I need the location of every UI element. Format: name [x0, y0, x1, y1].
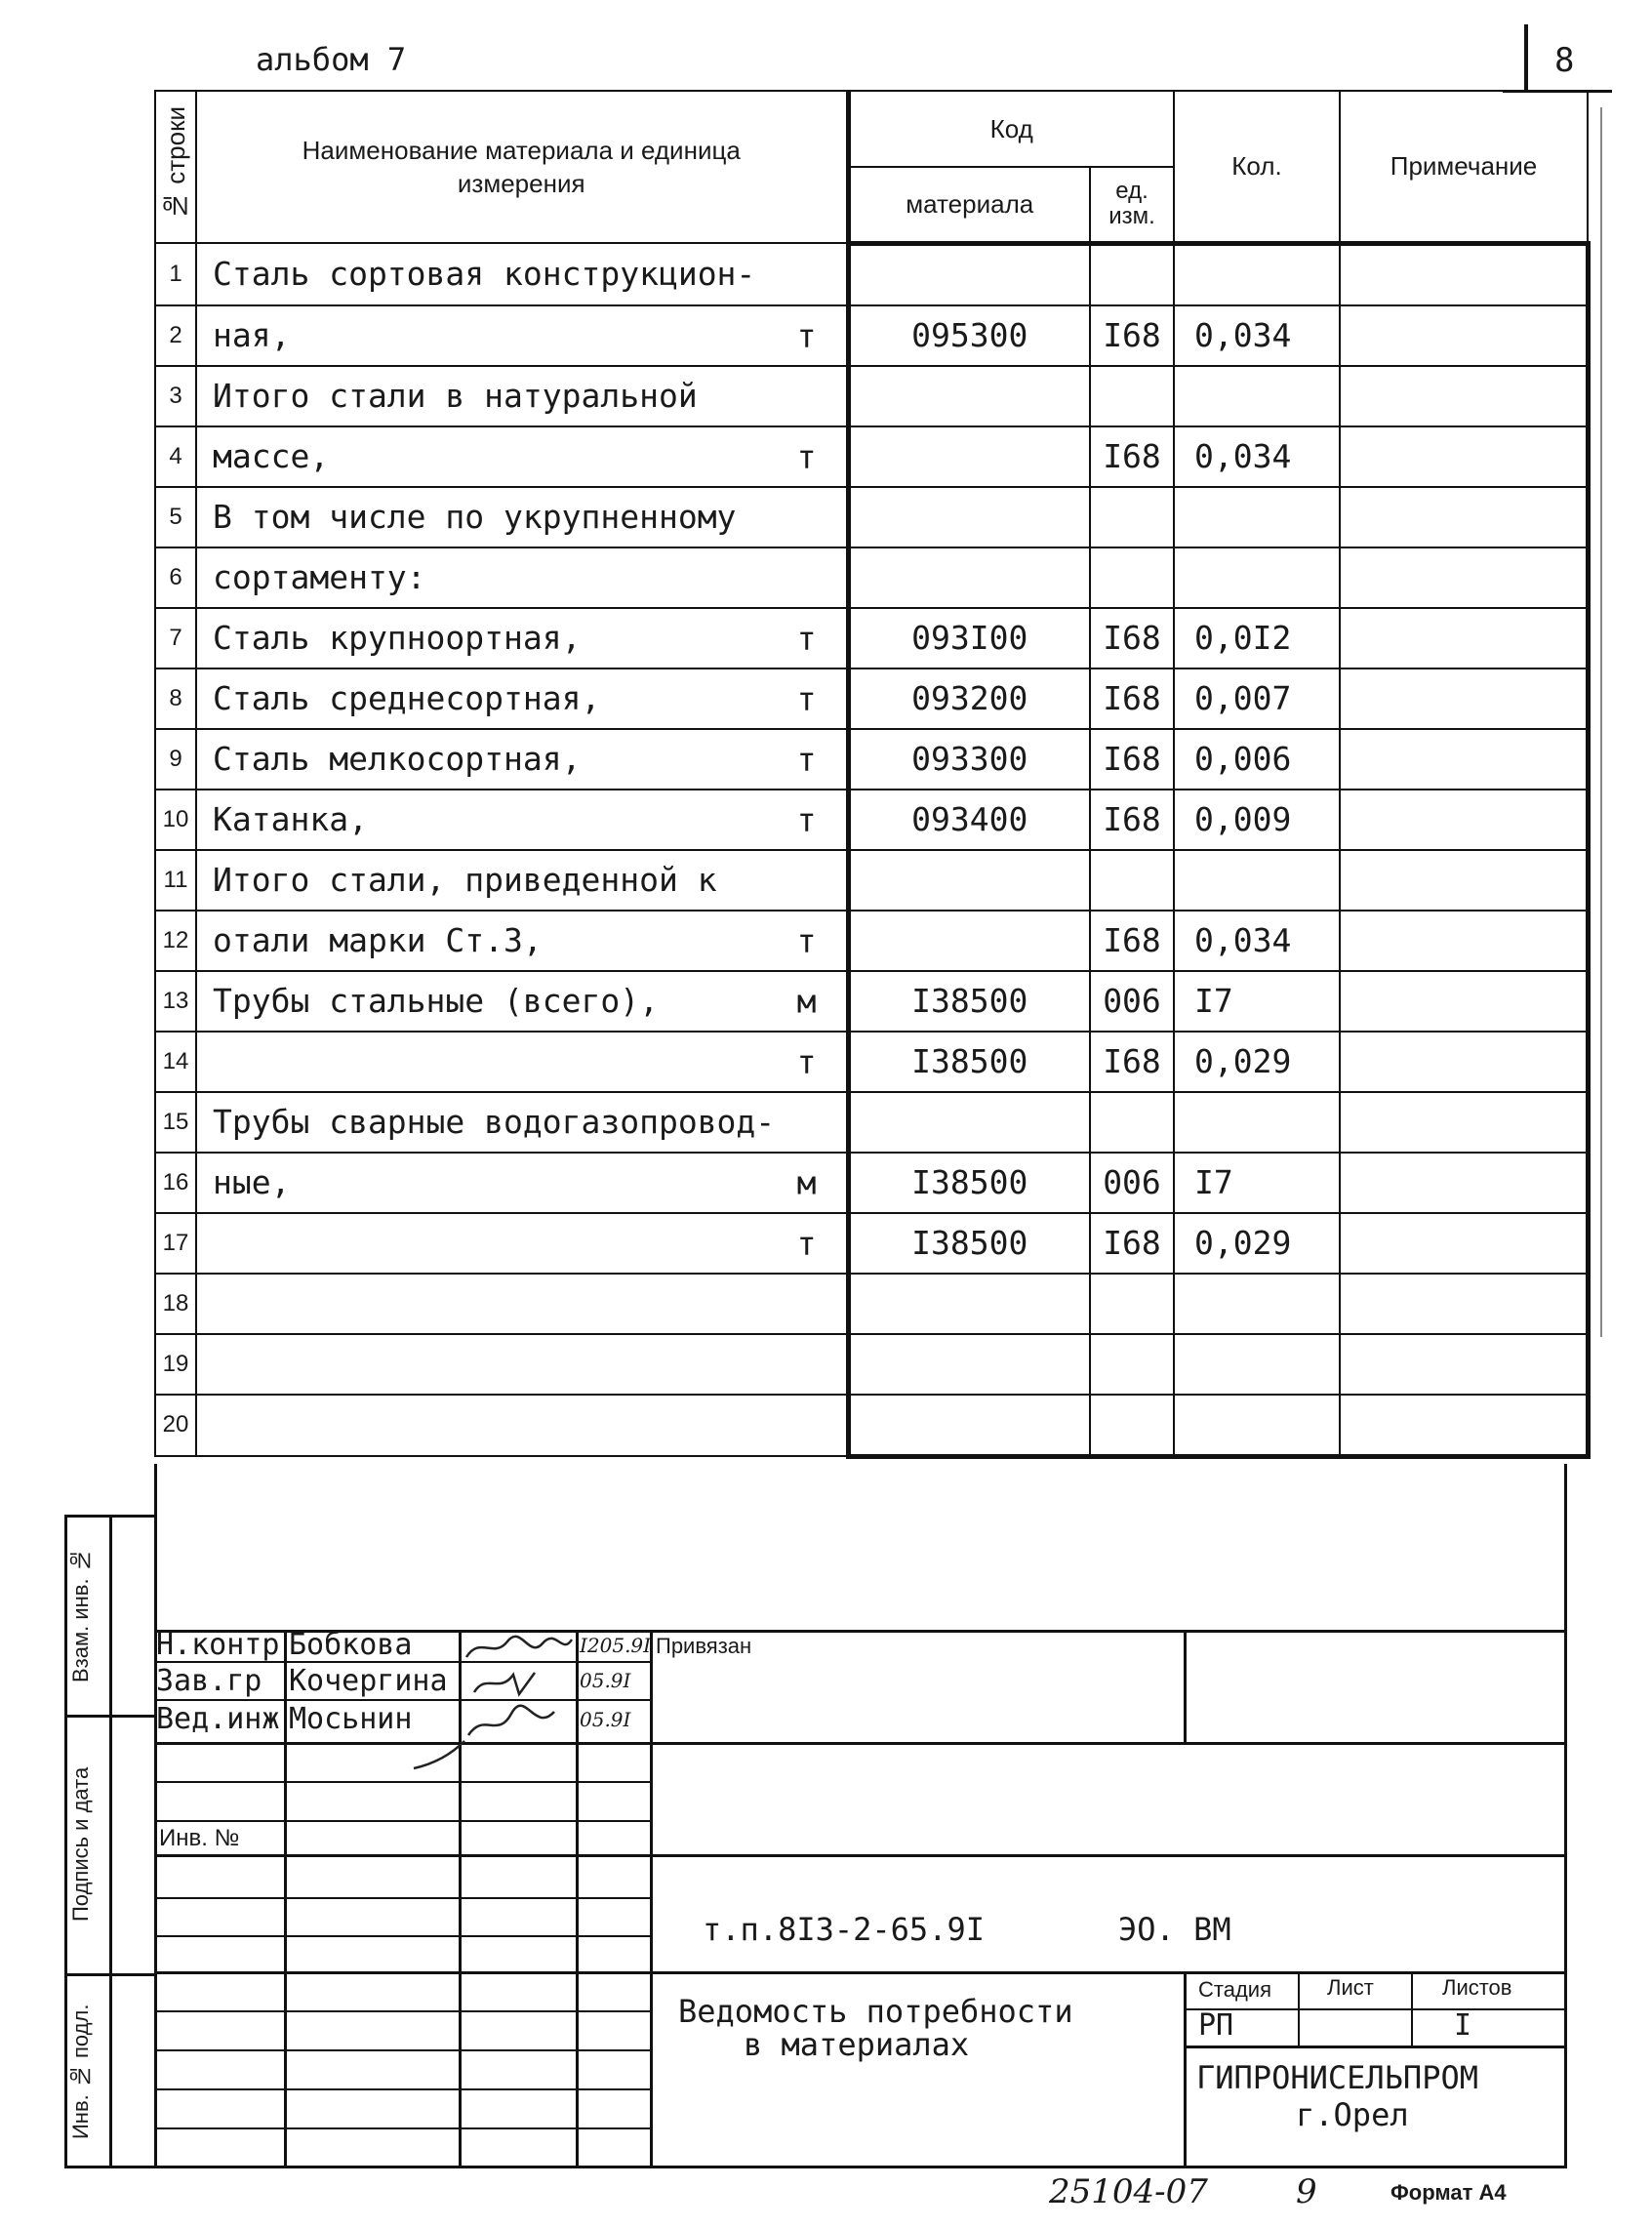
note-cell: [1340, 668, 1588, 729]
material-name-cell: [196, 911, 848, 971]
material-name: Катанка,: [213, 800, 368, 838]
material-name-cell: [196, 426, 848, 487]
material-name-cell: [196, 850, 848, 911]
unit-of-measure: т: [796, 800, 817, 838]
sig-date-3: 05.9I: [580, 1708, 631, 1731]
page-number-mark: [1524, 24, 1528, 93]
row-number: 15: [162, 1108, 189, 1135]
row-number: 11: [163, 866, 188, 893]
material-name-cell: [196, 971, 848, 1032]
sheets-value: I: [1454, 2008, 1472, 2043]
table-body: [155, 243, 1588, 1456]
note-cell: [1340, 487, 1588, 547]
unit-code: I68: [1103, 316, 1161, 354]
unit-code-cell: [1090, 366, 1174, 426]
row-number: 7: [169, 624, 182, 651]
table-row: [155, 305, 1588, 366]
material-code: 093I00: [911, 619, 1028, 657]
material-name: В том числе по укрупненному: [213, 498, 737, 536]
material-name-cell: [196, 1274, 848, 1334]
quantity: 0,009: [1194, 800, 1292, 838]
table-row: [155, 366, 1588, 426]
tb-line-4: [154, 1971, 1567, 1974]
material-code-cell: [848, 1153, 1090, 1213]
quantity: 0,034: [1194, 316, 1292, 354]
quantity-cell: [1174, 426, 1340, 487]
row-number-cell: [155, 426, 196, 487]
header-name-text: Наименование материала и единица измерения: [302, 136, 741, 198]
note-cell: [1340, 790, 1588, 850]
header-row-no-text: № строки: [161, 106, 190, 221]
row-number: 4: [169, 442, 182, 469]
quantity-cell: [1174, 1274, 1340, 1334]
material-name-cell: [196, 668, 848, 729]
material-name-cell: [196, 487, 848, 547]
material-code-cell: [848, 850, 1090, 911]
unit-of-measure: т: [796, 679, 817, 717]
material-name-cell: [196, 1213, 848, 1274]
unit-code-cell: [1090, 850, 1174, 911]
unit-code-cell: [1090, 608, 1174, 668]
format-label: Формат А4: [1390, 2180, 1507, 2205]
row-number-cell: [155, 1213, 196, 1274]
quantity-cell: [1174, 850, 1340, 911]
unit-code: I68: [1103, 437, 1161, 475]
row-number-cell: [155, 790, 196, 850]
sheet-label: Лист: [1327, 1975, 1374, 2000]
note-cell: [1340, 547, 1588, 608]
tb-col-sheets: [1411, 1971, 1413, 2047]
material-name-cell: [196, 1092, 848, 1153]
note-cell: [1340, 366, 1588, 426]
material-code-cell: [848, 366, 1090, 426]
material-code-cell: [848, 971, 1090, 1032]
unit-code-cell: [1090, 729, 1174, 790]
unit-code-cell: [1090, 1334, 1174, 1395]
unit-code-cell: [1090, 243, 1174, 305]
row-number: 18: [162, 1289, 189, 1317]
unit-code: I68: [1103, 740, 1161, 778]
unit-code-cell: [1090, 1395, 1174, 1457]
material-code-cell: [848, 305, 1090, 366]
row-number-cell: [155, 668, 196, 729]
unit-code: I68: [1103, 679, 1161, 717]
quantity: 0,034: [1194, 921, 1292, 959]
inventory-handwritten: 25104-07: [1049, 2172, 1208, 2211]
sig-role-3: Вед.инж: [156, 1702, 280, 1736]
unit-code-cell: [1090, 1153, 1174, 1213]
material-code: 093400: [911, 800, 1028, 838]
row-number: 3: [169, 382, 182, 409]
unit-of-measure: т: [796, 921, 817, 959]
row-number-cell: [155, 366, 196, 426]
scan-edge-line: [1600, 107, 1602, 1337]
row-number: 8: [169, 684, 182, 711]
row-number: 13: [162, 987, 189, 1014]
material-code-cell: [848, 547, 1090, 608]
row-number: 20: [162, 1411, 189, 1438]
row-number-cell: [155, 487, 196, 547]
material-code: 095300: [911, 316, 1028, 354]
note-cell: [1340, 1274, 1588, 1334]
note-cell: [1340, 971, 1588, 1032]
sig-role-1: Н.контр: [156, 1628, 280, 1662]
table-row: [155, 608, 1588, 668]
frame-left-edge: [154, 1464, 157, 2168]
table-row: [155, 790, 1588, 850]
quantity-cell: [1174, 305, 1340, 366]
material-name: Итого стали, приведенной к: [213, 861, 717, 899]
material-code-cell: [848, 243, 1090, 305]
row-number-cell: [155, 1153, 196, 1213]
row-number-cell: [155, 305, 196, 366]
material-name-cell: [196, 243, 848, 305]
side-strip-div2: [64, 1973, 156, 1976]
unit-code: I68: [1103, 800, 1161, 838]
inv-no-label: Инв. №: [159, 1825, 240, 1851]
unit-code-cell: [1090, 1274, 1174, 1334]
material-code-cell: [848, 426, 1090, 487]
material-name: массе,: [213, 437, 330, 475]
row-number-cell: [155, 1032, 196, 1092]
row-number: 6: [169, 563, 182, 590]
quantity: 0,029: [1194, 1224, 1292, 1262]
unit-code: I68: [1103, 921, 1161, 959]
unit-of-measure: т: [796, 619, 817, 657]
row-number: 12: [162, 926, 189, 953]
unit-of-measure: т: [796, 437, 817, 475]
material-name: отали марки Ст.3,: [213, 921, 543, 959]
unit-code: 006: [1103, 982, 1161, 1020]
material-code-cell: [848, 1092, 1090, 1153]
doc-code: т.п.8I3-2-65.9I: [703, 1911, 985, 1948]
quantity-cell: [1174, 1395, 1340, 1457]
sig-date-2: 05.9I: [580, 1669, 631, 1692]
note-cell: [1340, 608, 1588, 668]
table-row: [155, 1334, 1588, 1395]
unit-of-measure: м: [796, 982, 817, 1020]
material-name-cell: [196, 729, 848, 790]
tb-col-date: [576, 1630, 579, 2167]
material-name: Итого стали в натуральной: [213, 377, 698, 415]
row-number-cell: [155, 911, 196, 971]
table-row: [155, 1032, 1588, 1092]
table-row: [155, 547, 1588, 608]
note-cell: [1340, 1334, 1588, 1395]
sig-name-2: Кочергина: [289, 1664, 448, 1698]
side-strip-bottom: [64, 2166, 156, 2168]
row-number-cell: [155, 850, 196, 911]
row-number-cell: [155, 971, 196, 1032]
note-cell: [1340, 911, 1588, 971]
unit-code: I68: [1103, 619, 1161, 657]
tb-col-right: [650, 1630, 653, 2167]
unit-code-cell: [1090, 971, 1174, 1032]
quantity: 0,029: [1194, 1042, 1292, 1080]
quantity-cell: [1174, 971, 1340, 1032]
row-number-cell: [155, 729, 196, 790]
row-number: 14: [162, 1047, 189, 1074]
material-name: ная,: [213, 316, 291, 354]
material-code-cell: [848, 1334, 1090, 1395]
handwritten-page: 9: [1296, 2172, 1317, 2211]
header-code-group: Код: [848, 91, 1174, 167]
row-number: 16: [162, 1168, 189, 1195]
page-number: 8: [1554, 41, 1575, 80]
material-name-cell: [196, 1395, 848, 1457]
quantity: 0,006: [1194, 740, 1292, 778]
side-strip-div1: [64, 1715, 156, 1718]
row-number: 10: [162, 805, 189, 832]
sig-role-2: Зав.гр: [156, 1664, 262, 1698]
material-code-cell: [848, 729, 1090, 790]
material-code: I38500: [911, 1163, 1028, 1201]
note-cell: [1340, 1032, 1588, 1092]
note-cell: [1340, 1213, 1588, 1274]
note-cell: [1340, 1395, 1588, 1457]
row-number-cell: [155, 1395, 196, 1457]
header-row-no: [155, 91, 196, 243]
quantity: I7: [1194, 1163, 1233, 1201]
tb-stage-row2: [1184, 2046, 1567, 2048]
material-code-cell: [848, 1213, 1090, 1274]
quantity: 0,0I2: [1194, 619, 1292, 657]
material-code-cell: [848, 487, 1090, 547]
material-name-cell: [196, 1153, 848, 1213]
table-row: [155, 971, 1588, 1032]
unit-code-cell: [1090, 1213, 1174, 1274]
quantity-cell: [1174, 790, 1340, 850]
unit-code-cell: [1090, 305, 1174, 366]
signature-tail: [410, 1737, 468, 1776]
quantity: 0,034: [1194, 437, 1292, 475]
material-name: ные,: [213, 1163, 291, 1201]
quantity-cell: [1174, 487, 1340, 547]
material-name: Сталь крупноортная,: [213, 619, 582, 657]
quantity-cell: [1174, 243, 1340, 305]
row-number-cell: [155, 1092, 196, 1153]
header-qty: Кол.: [1174, 91, 1340, 243]
tb-col-sheet: [1298, 1971, 1300, 2047]
unit-code-cell: [1090, 547, 1174, 608]
sig-name-1: Бобкова: [289, 1628, 413, 1662]
quantity-cell: [1174, 366, 1340, 426]
material-code-cell: [848, 1395, 1090, 1457]
material-code-cell: [848, 790, 1090, 850]
table-row: [155, 243, 1588, 305]
material-name: Трубы стальные (всего),: [213, 982, 659, 1020]
table-row: [155, 426, 1588, 487]
unit-code-cell: [1090, 426, 1174, 487]
material-code: I38500: [911, 982, 1028, 1020]
material-name: Сталь среднесортная,: [213, 679, 601, 717]
material-code-cell: [848, 911, 1090, 971]
note-cell: [1340, 426, 1588, 487]
table-row: [155, 487, 1588, 547]
table-row: [155, 729, 1588, 790]
material-name-cell: [196, 1334, 848, 1395]
unit-of-measure: т: [796, 1042, 817, 1080]
doc-mark: ЭО. ВМ: [1118, 1911, 1231, 1948]
unit-code-cell: [1090, 911, 1174, 971]
side-strip-left: [64, 1515, 67, 2168]
org-name: ГИПРОНИСЕЛЬПРОМ: [1196, 2059, 1478, 2096]
header-unit-code: [1090, 167, 1174, 243]
row-number-cell: [155, 1334, 196, 1395]
row-number-cell: [155, 547, 196, 608]
tb-line-2: [154, 1742, 1567, 1745]
tb-col-privyazan: [1184, 1630, 1187, 1744]
material-name: Сталь мелкосортная,: [213, 740, 582, 778]
material-code-cell: [848, 608, 1090, 668]
material-name-cell: [196, 790, 848, 850]
material-name: сортаменту:: [213, 558, 426, 596]
doc-title-line2: в материалах: [744, 2026, 970, 2063]
material-name-cell: [196, 366, 848, 426]
table-row: [155, 1274, 1588, 1334]
quantity-cell: [1174, 1153, 1340, 1213]
quantity-cell: [1174, 547, 1340, 608]
material-code: 093300: [911, 740, 1028, 778]
side-label-vzam: Взам. инв. №: [68, 1548, 93, 1682]
side-strip-mid: [109, 1515, 112, 2168]
quantity: 0,007: [1194, 679, 1292, 717]
table-row: [155, 850, 1588, 911]
material-code: I38500: [911, 1224, 1028, 1262]
sig-date-1: I205.9I: [580, 1634, 652, 1657]
note-cell: [1340, 305, 1588, 366]
quantity-cell: [1174, 729, 1340, 790]
note-cell: [1340, 729, 1588, 790]
row-number: 1: [169, 260, 182, 287]
stage-label: Стадия: [1198, 1977, 1271, 2002]
row-number-cell: [155, 1274, 196, 1334]
privyazan-label: Привязан: [656, 1634, 752, 1658]
unit-code: 006: [1103, 1163, 1161, 1201]
material-name-cell: [196, 305, 848, 366]
material-code: 093200: [911, 679, 1028, 717]
side-label-inv-podl: Инв. № подл.: [68, 2004, 93, 2139]
material-code-cell: [848, 668, 1090, 729]
unit-of-measure: т: [796, 316, 817, 354]
table-row: [155, 1213, 1588, 1274]
doc-title-line1: Ведомость потребности: [678, 1993, 1073, 2030]
unit-of-measure: т: [796, 1224, 817, 1262]
header-material-code: материала: [848, 167, 1090, 243]
side-label-podpis: Подпись и дата: [68, 1766, 93, 1923]
org-city: г.Орел: [1296, 2096, 1409, 2133]
frame-right-edge: [1564, 1464, 1567, 2168]
sig-name-3: Мосьнин: [289, 1702, 413, 1736]
row-number: 9: [169, 745, 182, 772]
tb-line-3: [154, 1854, 1567, 1857]
quantity-cell: [1174, 1092, 1340, 1153]
note-cell: [1340, 1092, 1588, 1153]
header-note: Примечание: [1340, 91, 1588, 243]
unit-code-cell: [1090, 1032, 1174, 1092]
material-name-cell: [196, 608, 848, 668]
material-name-cell: [196, 1032, 848, 1092]
note-cell: [1340, 850, 1588, 911]
stage-value: РП: [1198, 2008, 1234, 2043]
unit-code-cell: [1090, 487, 1174, 547]
tb-col-name: [284, 1630, 287, 2167]
row-number: 19: [162, 1350, 189, 1377]
material-code: I38500: [911, 1042, 1028, 1080]
note-cell: [1340, 243, 1588, 305]
row-number: 5: [169, 503, 182, 530]
sheets-label: Листов: [1442, 1975, 1512, 2000]
quantity-cell: [1174, 668, 1340, 729]
album-label: альбом 7: [256, 41, 407, 78]
quantity-cell: [1174, 911, 1340, 971]
quantity-cell: [1174, 1334, 1340, 1395]
row-number-cell: [155, 608, 196, 668]
row-number: 17: [162, 1229, 189, 1256]
unit-code: I68: [1103, 1042, 1161, 1080]
table-row: [155, 1395, 1588, 1457]
table-row: [155, 911, 1588, 971]
materials-table: [154, 90, 1591, 1459]
tb-col-stage: [1184, 1971, 1187, 2167]
quantity-cell: [1174, 1032, 1340, 1092]
material-name: Трубы сварные водогазопровод-: [213, 1103, 776, 1141]
material-code-cell: [848, 1274, 1090, 1334]
unit-code-cell: [1090, 1092, 1174, 1153]
row-number-cell: [155, 243, 196, 305]
tb-stage-row1: [1184, 2008, 1567, 2010]
header-unit-code-text: ед. изм.: [1108, 178, 1155, 230]
handwritten-signatures: [461, 1630, 576, 1747]
material-name-cell: [196, 547, 848, 608]
table-row: [155, 1153, 1588, 1213]
side-strip-top: [64, 1515, 156, 1518]
unit-code: I68: [1103, 1224, 1161, 1262]
table-row: [155, 668, 1588, 729]
unit-code-cell: [1090, 790, 1174, 850]
note-cell: [1340, 1153, 1588, 1213]
material-code-cell: [848, 1032, 1090, 1092]
quantity-cell: [1174, 608, 1340, 668]
quantity: I7: [1194, 982, 1233, 1020]
material-name: Сталь сортовая конструкцион-: [213, 255, 756, 294]
unit-of-measure: т: [796, 740, 817, 778]
table-row: [155, 1092, 1588, 1153]
unit-of-measure: м: [796, 1163, 817, 1201]
row-number: 2: [169, 321, 182, 348]
quantity-cell: [1174, 1213, 1340, 1274]
frame-bottom: [154, 2166, 1567, 2168]
header-name: [196, 91, 848, 243]
unit-code-cell: [1090, 668, 1174, 729]
